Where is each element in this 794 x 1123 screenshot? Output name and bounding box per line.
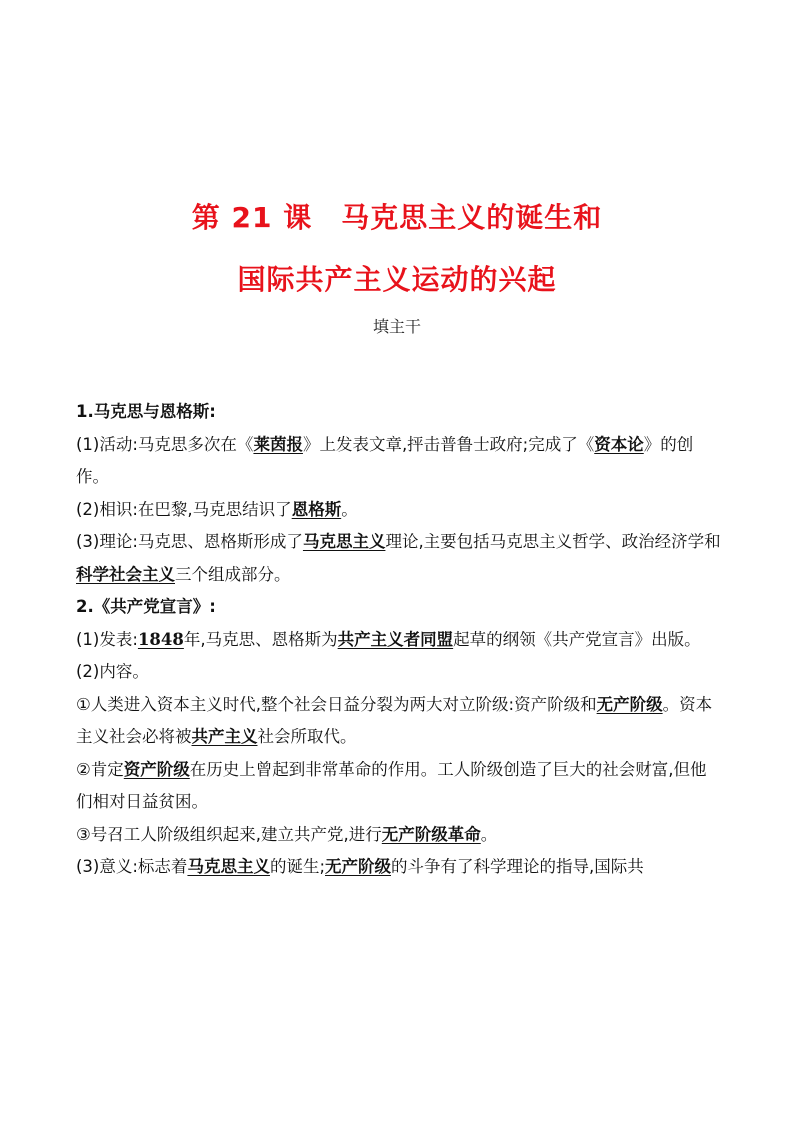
paragraph-content-heading: (2)内容。	[76, 662, 149, 681]
answer-blank: 恩格斯	[291, 499, 342, 519]
paragraph-activity: (1)活动:马克思多次在《莱茵报》上发表文章,抨击普鲁士政府;完成了《资本论》的创作。	[76, 434, 694, 486]
answer-blank: 1848	[137, 629, 184, 649]
answer-blank: 资产阶级	[123, 759, 190, 779]
paragraph-content-3: ③号召工人阶级组织起来,建立共产党,进行无产阶级革命。	[76, 824, 498, 844]
answer-blank: 无产阶级革命	[381, 824, 481, 844]
title-line-1: 第 21 课 马克思主义的诞生和	[191, 201, 603, 234]
paragraph-acquaintance: (2)相识:在巴黎,马克思结识了恩格斯。	[76, 499, 358, 519]
subtitle: 填主干	[372, 317, 421, 336]
title-line-2: 国际共产主义运动的兴起	[237, 263, 557, 296]
answer-blank: 马克思主义	[302, 532, 386, 551]
answer-blank: 无产阶级	[325, 857, 391, 876]
section-heading-2: 2.《共产党宣言》:	[76, 597, 216, 616]
answer-blank: 共产主义	[191, 727, 258, 746]
answer-blank: 资本论	[594, 434, 644, 454]
answer-blank: 马克思主义	[187, 857, 270, 876]
answer-blank: 共产主义者同盟	[337, 629, 454, 649]
section-heading-1: 1.马克思与恩格斯:	[76, 402, 216, 421]
answer-blank: 科学社会主义	[76, 564, 175, 584]
paragraph-content-2: ②肯定资产阶级在历史上曾起到非常革命的作用。工人阶级创造了巨大的社会财富,但他们相对日益贫困。	[76, 759, 707, 811]
paragraph-theory: (3)理论:马克思、恩格斯形成了马克思主义理论,主要包括马克思主义哲学、政治经济学和科学社会主义三个组成部分。	[76, 532, 721, 584]
answer-blank: 莱茵报	[253, 434, 303, 454]
content-body	[76, 396, 721, 884]
paragraph-content-1: ①人类进入资本主义时代,整个社会日益分裂为两大对立阶级:资产阶级和无产阶级。资本主义社会必将被共产主义社会所取代。	[76, 694, 713, 746]
paragraph-significance: (3)意义:标志着马克思主义的诞生;无产阶级的斗争有了科学理论的指导,国际共	[76, 857, 644, 876]
paragraph-publication: (1)发表:1848年,马克思、恩格斯为共产主义者同盟起草的纲领《共产党宣言》出版。	[76, 629, 701, 649]
answer-blank: 无产阶级	[596, 694, 663, 714]
